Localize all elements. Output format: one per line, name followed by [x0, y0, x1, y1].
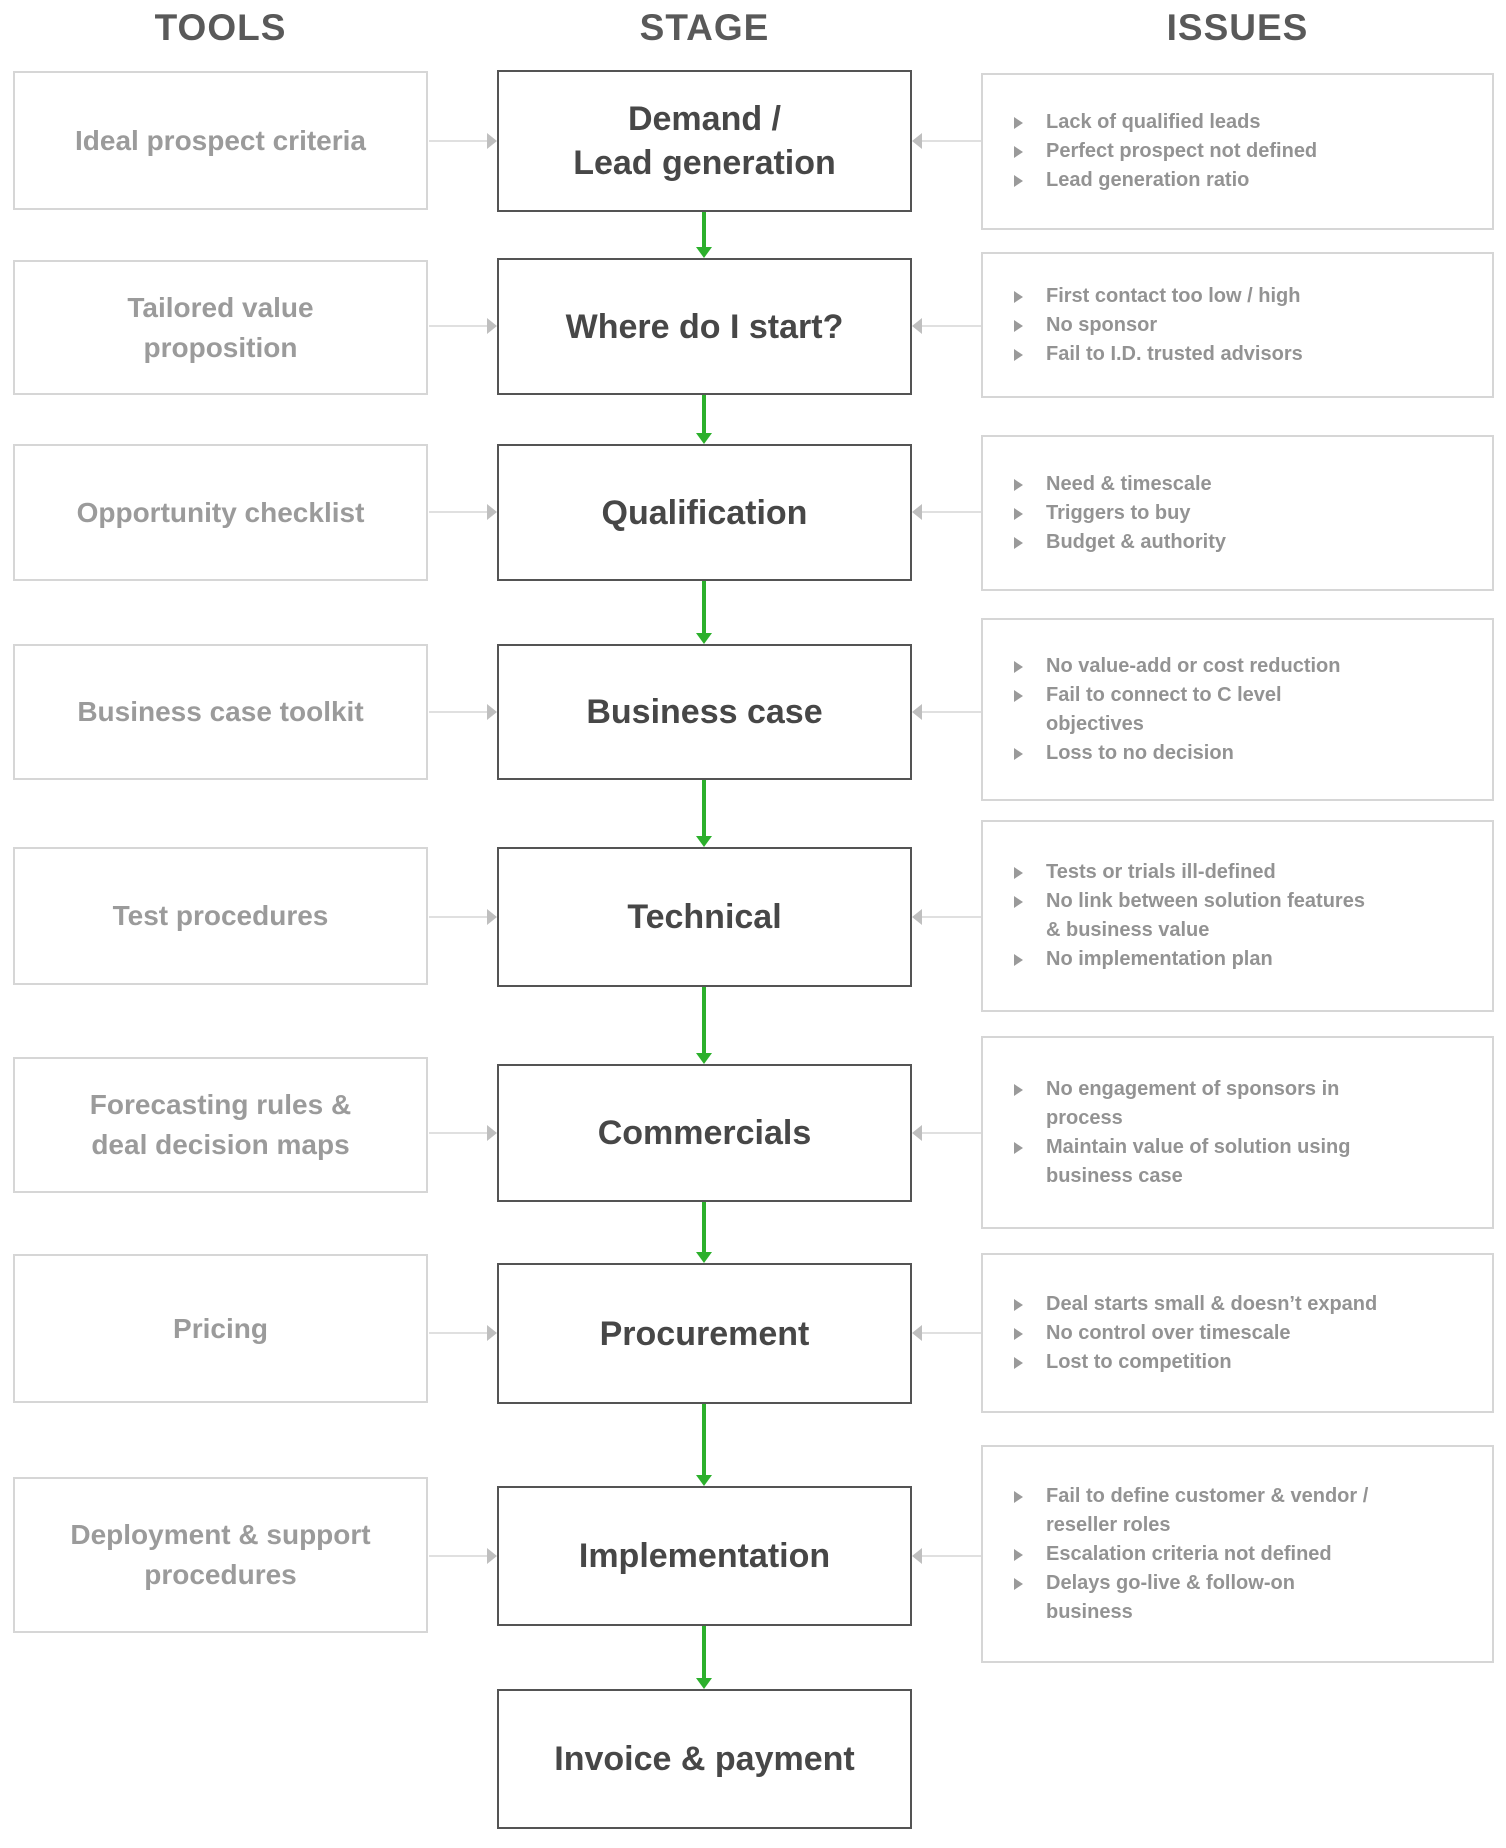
issues-box-implementation	[981, 1445, 1494, 1663]
issue-text: Deal starts small & doesn’t expand	[1046, 1292, 1378, 1315]
issues-to-stage-arrow-icon	[912, 318, 981, 334]
bullet-arrow-icon	[1014, 1328, 1023, 1340]
issue-item	[1013, 470, 1226, 499]
issues-box-demand-lead-generation	[981, 73, 1494, 230]
stage-box-demand-lead-generation: Demand / Lead generation	[497, 70, 912, 212]
issue-text: Maintain value of solution using business case	[1046, 1135, 1351, 1187]
issue-item	[1013, 1133, 1350, 1191]
bullet-arrow-icon	[1014, 1084, 1023, 1096]
tool-box-tailored-value-proposition: Tailored value proposition	[13, 260, 428, 395]
issues-box-qualification	[981, 435, 1494, 591]
issue-item	[1013, 1482, 1368, 1540]
bullet-arrow-icon	[1014, 320, 1023, 332]
tool-box-deployment-support-procedures: Deployment & support procedures	[13, 1477, 428, 1633]
bullet-arrow-icon	[1014, 537, 1023, 549]
issue-text: First contact too low / high	[1046, 284, 1301, 307]
stage-box-procurement: Procurement	[497, 1263, 912, 1404]
issues-to-stage-arrow-icon	[912, 504, 981, 520]
issue-item	[1013, 499, 1226, 528]
tool-box-ideal-prospect-criteria: Ideal prospect criteria	[13, 71, 428, 210]
issues-box-procurement	[981, 1253, 1494, 1413]
issue-text: Escalation criteria not defined	[1046, 1542, 1332, 1565]
issue-item	[1013, 739, 1340, 768]
issue-text: No value-add or cost reduction	[1046, 654, 1341, 677]
issue-text: Fail to connect to C level objectives	[1046, 683, 1282, 735]
issue-text: Lack of qualified leads	[1046, 111, 1261, 133]
issue-text: Fail to define customer & vendor / reseller roles	[1046, 1484, 1369, 1536]
bullet-arrow-icon	[1014, 117, 1023, 129]
tool-box-test-procedures: Test procedures	[13, 847, 428, 985]
stage-down-arrow-icon	[696, 1626, 713, 1689]
issues-to-stage-arrow-icon	[912, 1125, 981, 1141]
issues-to-stage-arrow-icon	[912, 1325, 981, 1341]
issue-text: Tests or trials ill-defined	[1046, 861, 1276, 883]
bullet-arrow-icon	[1014, 1299, 1023, 1311]
stage-box-implementation: Implementation	[497, 1486, 912, 1626]
issue-text: Loss to no decision	[1046, 741, 1234, 764]
issue-text: Need & timescale	[1046, 472, 1212, 495]
bullet-arrow-icon	[1014, 291, 1023, 303]
issue-item	[1013, 311, 1303, 340]
issue-text: No link between solution features & business value	[1046, 890, 1365, 941]
bullet-arrow-icon	[1014, 661, 1023, 673]
tool-to-stage-arrow-icon	[429, 909, 497, 925]
stage-down-arrow-icon	[696, 212, 713, 258]
issue-item	[1013, 652, 1340, 681]
stage-box-where-do-i-start: Where do I start?	[497, 258, 912, 395]
issue-item	[1013, 528, 1226, 557]
bullet-arrow-icon	[1014, 175, 1023, 187]
tool-to-stage-arrow-icon	[429, 1548, 497, 1564]
bullet-arrow-icon	[1014, 349, 1023, 361]
issue-text: Perfect prospect not defined	[1046, 140, 1318, 162]
issue-item	[1013, 282, 1303, 311]
tool-box-business-case-toolkit: Business case toolkit	[13, 644, 428, 780]
stage-box-commercials: Commercials	[497, 1064, 912, 1202]
issue-text: Fail to I.D. trusted advisors	[1046, 342, 1303, 365]
bullet-arrow-icon	[1014, 867, 1023, 879]
issue-text: No control over timescale	[1046, 1321, 1291, 1344]
tool-box-pricing: Pricing	[13, 1254, 428, 1403]
issue-text: Delays go-live & follow-on business	[1046, 1571, 1295, 1623]
tool-to-stage-arrow-icon	[429, 704, 497, 720]
bullet-arrow-icon	[1014, 690, 1023, 702]
stage-box-technical: Technical	[497, 847, 912, 987]
issues-box-technical	[981, 820, 1494, 1012]
tools-column-header: TOOLS	[154, 7, 287, 48]
issues-column-header: ISSUES	[1166, 7, 1309, 48]
issue-item	[1013, 340, 1303, 369]
stage-down-arrow-icon	[696, 1202, 713, 1263]
stage-down-arrow-icon	[696, 987, 713, 1064]
issues-to-stage-arrow-icon	[912, 704, 981, 720]
bullet-arrow-icon	[1014, 146, 1023, 158]
issue-item	[1013, 108, 1317, 137]
issue-text: Triggers to buy	[1046, 501, 1191, 524]
tool-box-forecasting-rules-deal-decision-maps: Forecasting rules & deal decision maps	[13, 1057, 428, 1193]
bullet-arrow-icon	[1014, 508, 1023, 520]
tool-to-stage-arrow-icon	[429, 504, 497, 520]
issue-item	[1013, 1569, 1368, 1627]
issues-to-stage-arrow-icon	[912, 133, 981, 149]
issues-box-business-case	[981, 618, 1494, 801]
tool-to-stage-arrow-icon	[429, 318, 497, 334]
bullet-arrow-icon	[1014, 1578, 1023, 1590]
bullet-arrow-icon	[1014, 1491, 1023, 1503]
issues-to-stage-arrow-icon	[912, 909, 981, 925]
stage-down-arrow-icon	[696, 780, 713, 847]
issue-item	[1013, 137, 1317, 166]
stage-column-header: STAGE	[639, 7, 770, 48]
issue-text: Lost to competition	[1046, 1350, 1232, 1373]
bullet-arrow-icon	[1014, 748, 1023, 760]
issues-to-stage-arrow-icon	[912, 1548, 981, 1564]
bullet-arrow-icon	[1014, 954, 1023, 966]
issue-item	[1013, 1075, 1350, 1133]
issue-text: Budget & authority	[1046, 530, 1226, 553]
issue-item	[1013, 945, 1365, 974]
bullet-arrow-icon	[1014, 896, 1023, 908]
tool-to-stage-arrow-icon	[429, 133, 497, 149]
stage-box-qualification: Qualification	[497, 444, 912, 581]
issue-item	[1013, 1540, 1368, 1569]
bullet-arrow-icon	[1014, 479, 1023, 491]
bullet-arrow-icon	[1014, 1142, 1023, 1154]
issues-box-where-do-i-start	[981, 252, 1494, 398]
stage-down-arrow-icon	[696, 581, 713, 644]
stage-down-arrow-icon	[696, 395, 713, 444]
bullet-arrow-icon	[1014, 1357, 1023, 1369]
issue-item	[1013, 1290, 1377, 1319]
issue-text: Lead generation ratio	[1046, 169, 1250, 191]
stage-box-invoice-payment: Invoice & payment	[497, 1689, 912, 1829]
stage-down-arrow-icon	[696, 1404, 713, 1486]
issue-text: No sponsor	[1046, 313, 1158, 336]
issue-item	[1013, 887, 1365, 945]
issue-item	[1013, 166, 1317, 195]
issue-item	[1013, 681, 1340, 739]
tool-to-stage-arrow-icon	[429, 1125, 497, 1141]
issue-item	[1013, 858, 1365, 887]
tool-to-stage-arrow-icon	[429, 1325, 497, 1341]
issues-box-commercials	[981, 1036, 1494, 1229]
issue-text: No implementation plan	[1046, 948, 1273, 970]
stage-box-business-case: Business case	[497, 644, 912, 780]
bullet-arrow-icon	[1014, 1549, 1023, 1561]
issue-item	[1013, 1319, 1377, 1348]
issue-text: No engagement of sponsors in process	[1046, 1077, 1340, 1129]
tool-box-opportunity-checklist: Opportunity checklist	[13, 444, 428, 581]
issue-item	[1013, 1348, 1377, 1377]
